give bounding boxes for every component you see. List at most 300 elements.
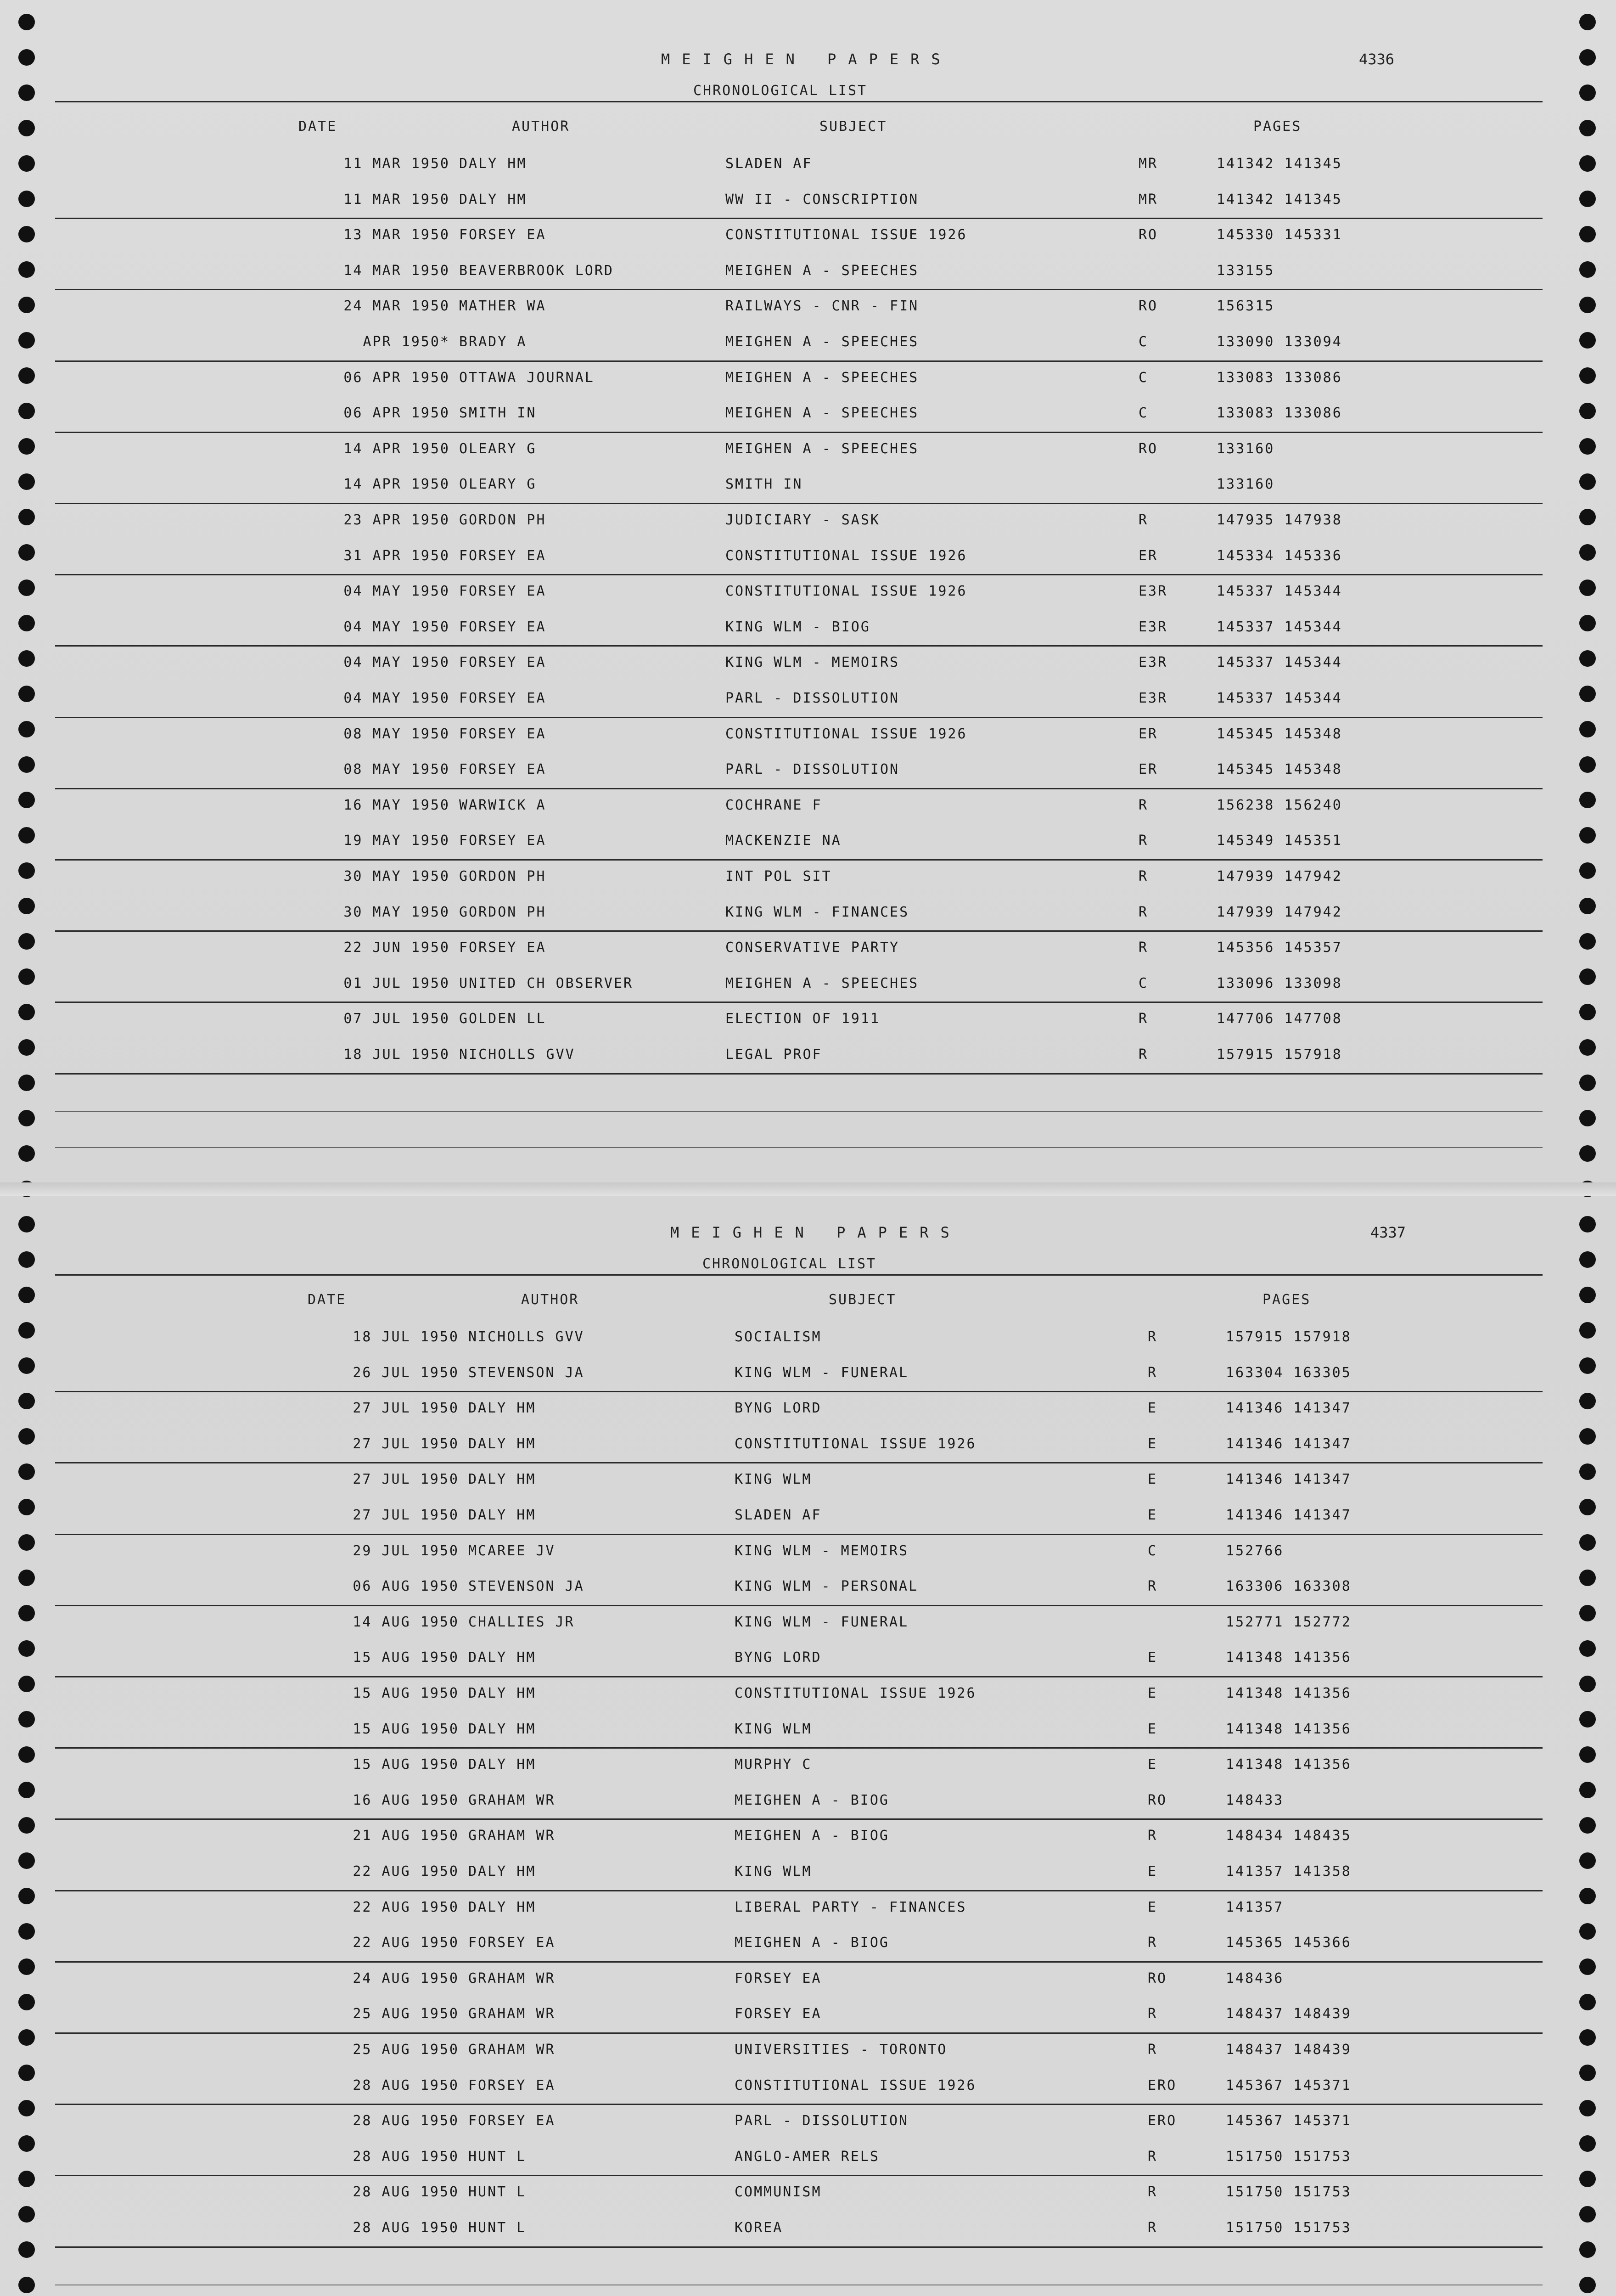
- row-code: R: [1148, 1935, 1158, 1951]
- tractor-hole: [1579, 1711, 1596, 1728]
- tractor-hole: [1579, 1994, 1596, 2010]
- row-author: DALY HM: [468, 1685, 536, 1701]
- row-rule: [55, 930, 1543, 932]
- tractor-hole: [18, 1287, 35, 1303]
- tractor-hole: [1579, 1463, 1596, 1480]
- row-subject: SLADEN AF: [735, 1507, 822, 1523]
- row-rule: [55, 2032, 1543, 2034]
- table-row: [64, 1429, 1570, 1465]
- page-number: 4336: [1359, 51, 1395, 68]
- row-subject: KING WLM: [735, 1471, 812, 1488]
- row-subject: LIBERAL PARTY - FINANCES: [735, 1899, 967, 1915]
- row-subject: KING WLM - MEMOIRS: [725, 654, 900, 671]
- row-rule: [55, 1462, 1543, 1463]
- table-row: [55, 1004, 1561, 1040]
- tractor-hole: [18, 49, 35, 66]
- row-pages: 141348 141356: [1226, 1756, 1352, 1773]
- tractor-hole: [18, 544, 35, 561]
- row-code: R: [1139, 797, 1149, 813]
- row-code: RO: [1139, 227, 1158, 243]
- table-row: [55, 220, 1561, 256]
- row-author: DALY HM: [468, 1899, 536, 1915]
- table-row: [55, 720, 1561, 755]
- column-header-date: DATE: [308, 1292, 347, 1308]
- row-subject: COMMUNISM: [735, 2184, 822, 2200]
- tractor-hole: [18, 367, 35, 384]
- row-rule: [55, 2175, 1543, 2176]
- row-author: NICHOLLS GVV: [468, 1329, 584, 1345]
- row-pages: 151750 151753: [1226, 2220, 1352, 2236]
- row-pages: 151750 151753: [1226, 2148, 1352, 2165]
- tractor-hole: [1579, 84, 1596, 101]
- row-pages: 151750 151753: [1226, 2184, 1352, 2200]
- tractor-hole: [18, 2206, 35, 2223]
- row-date: 25 AUG 1950: [353, 2042, 459, 2058]
- row-pages: 145337 145344: [1217, 690, 1342, 706]
- row-pages: 133096 133098: [1217, 975, 1342, 991]
- table-row: [55, 256, 1561, 292]
- row-author: GOLDEN LL: [459, 1011, 546, 1027]
- row-subject: CONSTITUTIONAL ISSUE 1926: [735, 1435, 976, 1452]
- row-pages: 147706 147708: [1217, 1011, 1342, 1027]
- row-date: 14 AUG 1950: [353, 1614, 459, 1630]
- row-subject: PARL - DISSOLUTION: [725, 761, 900, 778]
- row-code: E: [1148, 1507, 1158, 1523]
- tractor-hole: [1579, 2065, 1596, 2081]
- row-subject: CONSTITUTIONAL ISSUE 1926: [725, 227, 967, 243]
- table-row: [64, 1679, 1570, 1715]
- sheet-title: MEIGHEN PAPERS: [670, 1224, 961, 1241]
- row-subject: KING WLM - FUNERAL: [735, 1364, 909, 1381]
- column-header-pages: PAGES: [1262, 1292, 1311, 1308]
- tractor-hole: [18, 2277, 35, 2293]
- row-pages: 163304 163305: [1226, 1364, 1352, 1381]
- row-date: 13 MAR 1950: [343, 227, 450, 243]
- row-author: FORSEY EA: [459, 726, 546, 742]
- row-pages: 141357: [1226, 1899, 1284, 1915]
- row-code: E: [1148, 1471, 1158, 1488]
- row-author: OLEARY G: [459, 440, 537, 457]
- row-date: 22 AUG 1950: [353, 1899, 459, 1915]
- row-author: STEVENSON JA: [468, 1364, 584, 1381]
- sheet-title: MEIGHEN PAPERS: [661, 51, 952, 68]
- row-rule: [55, 218, 1543, 219]
- table-row: [55, 862, 1561, 898]
- row-pages: 141342 141345: [1217, 191, 1342, 208]
- tractor-hole: [18, 2171, 35, 2187]
- header-rule: [55, 101, 1543, 102]
- tractor-hole: [1579, 1852, 1596, 1869]
- row-pages: 145365 145366: [1226, 1935, 1352, 1951]
- row-subject: MEIGHEN A - SPEECHES: [725, 369, 919, 386]
- table-row: [55, 577, 1561, 613]
- row-author: FORSEY EA: [459, 547, 546, 564]
- table-row: [55, 434, 1561, 470]
- row-rule: [55, 788, 1543, 789]
- row-rule: [55, 717, 1543, 718]
- row-code: R: [1148, 1364, 1158, 1381]
- tractor-hole: [18, 403, 35, 419]
- row-author: MATHER WA: [459, 298, 546, 315]
- row-rule: [55, 859, 1543, 861]
- row-subject: BYNG LORD: [735, 1400, 822, 1417]
- tractor-hole: [18, 2241, 35, 2258]
- tractor-hole: [18, 1004, 35, 1020]
- row-pages: 145367 145371: [1226, 2113, 1352, 2129]
- tractor-hole: [1579, 14, 1596, 30]
- row-code: RO: [1139, 298, 1158, 315]
- tractor-hole: [18, 2065, 35, 2081]
- row-pages: 147939 147942: [1217, 904, 1342, 920]
- row-code: MR: [1139, 191, 1158, 208]
- row-date: 27 JUL 1950: [353, 1471, 459, 1488]
- row-code: E: [1148, 1721, 1158, 1737]
- tractor-hole: [1579, 580, 1596, 596]
- row-code: R: [1139, 904, 1149, 920]
- row-date: 23 APR 1950: [343, 512, 450, 528]
- row-subject: KING WLM: [735, 1721, 812, 1737]
- row-subject: KING WLM - BIOG: [725, 619, 870, 635]
- row-date: 04 MAY 1950: [343, 619, 450, 635]
- tractor-hole: [1579, 827, 1596, 844]
- row-date: 15 AUG 1950: [353, 1685, 459, 1701]
- row-author: HUNT L: [468, 2148, 527, 2165]
- table-row: [64, 1608, 1570, 1643]
- tractor-hole: [1579, 438, 1596, 455]
- tractor-hole: [18, 14, 35, 30]
- tractor-hole: [18, 2135, 35, 2152]
- row-author: MCAREE JV: [468, 1542, 556, 1559]
- row-pages: 141348 141356: [1226, 1721, 1352, 1737]
- row-author: UNITED CH OBSERVER: [459, 975, 634, 991]
- tractor-hole: [18, 120, 35, 136]
- row-date: 30 MAY 1950: [343, 868, 450, 884]
- row-date: 01 JUL 1950: [343, 975, 450, 991]
- row-subject: INT POL SIT: [725, 868, 832, 884]
- table-row: [64, 1893, 1570, 1929]
- tractor-hole: [18, 1216, 35, 1232]
- tractor-hole: [18, 332, 35, 349]
- row-subject: MEIGHEN A - BIOG: [735, 1935, 889, 1951]
- row-pages: 147935 147938: [1217, 512, 1342, 528]
- row-code: ERO: [1148, 2077, 1177, 2093]
- tractor-hole: [1579, 933, 1596, 950]
- row-subject: KING WLM: [735, 1863, 812, 1880]
- row-author: NICHOLLS GVV: [459, 1047, 575, 1063]
- row-author: DALY HM: [468, 1400, 536, 1417]
- row-rule: [55, 1073, 1543, 1075]
- row-date: 22 AUG 1950: [353, 1935, 459, 1951]
- table-row: [64, 1501, 1570, 1536]
- row-pages: 156315: [1217, 298, 1275, 315]
- empty-rule: [55, 1147, 1543, 1148]
- row-subject: MEIGHEN A - SPEECHES: [725, 440, 919, 457]
- row-author: SMITH IN: [459, 405, 537, 422]
- row-author: GRAHAM WR: [468, 1828, 556, 1844]
- table-row: [64, 2071, 1570, 2107]
- tractor-hole: [1579, 120, 1596, 136]
- tractor-hole: [1579, 1004, 1596, 1020]
- row-date: 11 MAR 1950: [343, 191, 450, 208]
- tractor-hole: [1579, 1499, 1596, 1515]
- table-row: [55, 185, 1561, 221]
- table-row: [55, 826, 1561, 862]
- row-code: C: [1148, 1542, 1158, 1559]
- row-subject: BYNG LORD: [735, 1649, 822, 1666]
- tractor-hole: [1579, 1075, 1596, 1091]
- tractor-hole: [1579, 862, 1596, 879]
- row-author: BRADY A: [459, 334, 527, 350]
- tractor-hole: [18, 580, 35, 596]
- row-pages: 145345 145348: [1217, 761, 1342, 778]
- row-code: R: [1148, 1329, 1158, 1345]
- row-code: E3R: [1139, 690, 1168, 706]
- row-date: 11 MAR 1950: [343, 156, 450, 172]
- row-subject: UNIVERSITIES - TORONTO: [735, 2042, 948, 2058]
- row-date: 16 AUG 1950: [353, 1792, 459, 1808]
- tractor-hole: [1579, 1110, 1596, 1126]
- row-subject: MEIGHEN A - SPEECHES: [725, 262, 919, 279]
- row-pages: 133083 133086: [1217, 405, 1342, 422]
- table-row: [64, 1786, 1570, 1822]
- row-code: RO: [1148, 1970, 1167, 1986]
- row-code: ER: [1139, 761, 1158, 778]
- tractor-hole: [18, 827, 35, 844]
- tractor-hole: [18, 1782, 35, 1798]
- tractor-hole: [1579, 898, 1596, 914]
- row-code: R: [1139, 512, 1149, 528]
- row-pages: 133083 133086: [1217, 369, 1342, 386]
- table-row: [64, 1536, 1570, 1572]
- row-rule: [55, 289, 1543, 290]
- table-row: [64, 1322, 1570, 1358]
- tractor-hole: [18, 792, 35, 808]
- row-subject: SOCIALISM: [735, 1329, 822, 1345]
- row-pages: 133160: [1217, 476, 1275, 493]
- row-code: E: [1148, 1863, 1158, 1880]
- tractor-hole: [18, 1463, 35, 1480]
- row-author: BEAVERBROOK LORD: [459, 262, 614, 279]
- tractor-hole: [18, 756, 35, 773]
- row-date: 26 JUL 1950: [353, 1364, 459, 1381]
- row-pages: 148437 148439: [1226, 2006, 1352, 2022]
- row-pages: 141346 141347: [1226, 1507, 1352, 1523]
- row-code: R: [1139, 940, 1149, 956]
- tractor-hole: [1579, 1746, 1596, 1763]
- tractor-hole: [1579, 1605, 1596, 1621]
- column-header-pages: PAGES: [1253, 118, 1302, 135]
- row-subject: WW II - CONSCRIPTION: [725, 191, 919, 208]
- row-rule: [55, 574, 1543, 575]
- row-subject: FORSEY EA: [735, 1970, 822, 1986]
- table-row: [55, 327, 1561, 363]
- row-pages: 141348 141356: [1226, 1685, 1352, 1701]
- row-subject: MEIGHEN A - SPEECHES: [725, 334, 919, 350]
- row-code: R: [1139, 1011, 1149, 1027]
- row-pages: 156238 156240: [1217, 797, 1342, 813]
- tractor-hole: [1579, 2029, 1596, 2046]
- table-row: [64, 1964, 1570, 2000]
- row-rule: [55, 360, 1543, 362]
- row-subject: MACKENZIE NA: [725, 833, 842, 849]
- row-pages: 133160: [1217, 440, 1275, 457]
- row-date: 29 JUL 1950: [353, 1542, 459, 1559]
- row-date: 30 MAY 1950: [343, 904, 450, 920]
- table-row: [55, 399, 1561, 434]
- row-subject: PARL - DISSOLUTION: [725, 690, 900, 706]
- tractor-hole: [1579, 2277, 1596, 2293]
- empty-rule: [55, 1111, 1543, 1112]
- row-subject: RAILWAYS - CNR - FIN: [725, 298, 919, 315]
- tractor-hole: [1579, 756, 1596, 773]
- row-date: 14 APR 1950: [343, 476, 450, 493]
- row-author: CHALLIES JR: [468, 1614, 575, 1630]
- row-date: 22 JUN 1950: [343, 940, 450, 956]
- tractor-hole: [1579, 1782, 1596, 1798]
- row-pages: 152766: [1226, 1542, 1284, 1559]
- tractor-hole: [1579, 1428, 1596, 1445]
- row-pages: 157915 157918: [1226, 1329, 1352, 1345]
- tractor-hole: [18, 1958, 35, 1975]
- tractor-hole: [18, 261, 35, 278]
- row-date: 25 AUG 1950: [353, 2006, 459, 2022]
- row-subject: CONSTITUTIONAL ISSUE 1926: [735, 2077, 976, 2093]
- page-seam: [0, 1182, 1616, 1196]
- row-author: HUNT L: [468, 2184, 527, 2200]
- row-date: 21 AUG 1950: [353, 1828, 459, 1844]
- row-subject: CONSTITUTIONAL ISSUE 1926: [725, 726, 967, 742]
- tractor-hole: [1579, 2171, 1596, 2187]
- row-date: 08 MAY 1950: [343, 726, 450, 742]
- row-author: WARWICK A: [459, 797, 546, 813]
- row-pages: 145337 145344: [1217, 654, 1342, 671]
- tractor-hole: [18, 2100, 35, 2116]
- tractor-hole: [18, 2029, 35, 2046]
- row-pages: 148437 148439: [1226, 2042, 1352, 2058]
- tractor-hole: [1579, 2206, 1596, 2223]
- row-pages: 145356 145357: [1217, 940, 1342, 956]
- column-header-subject: SUBJECT: [819, 118, 887, 135]
- tractor-hole: [18, 509, 35, 525]
- column-header-date: DATE: [298, 118, 337, 135]
- row-date: 14 MAR 1950: [343, 262, 450, 279]
- tractor-hole: [18, 686, 35, 702]
- row-subject: CONSTITUTIONAL ISSUE 1926: [725, 583, 967, 600]
- row-rule: [55, 1605, 1543, 1606]
- table-row: [55, 506, 1561, 541]
- tractor-hole: [18, 1923, 35, 1940]
- tractor-hole: [1579, 1923, 1596, 1940]
- row-pages: 152771 152772: [1226, 1614, 1352, 1630]
- tractor-hole: [18, 721, 35, 737]
- row-author: GRAHAM WR: [468, 1970, 556, 1986]
- table-row: [55, 363, 1561, 399]
- tractor-hole: [1579, 1393, 1596, 1409]
- row-code: R: [1148, 2042, 1158, 2058]
- row-code: C: [1139, 369, 1149, 386]
- tractor-hole: [18, 1357, 35, 1374]
- table-row: [55, 613, 1561, 648]
- table-row: [64, 1999, 1570, 2035]
- row-pages: 145345 145348: [1217, 726, 1342, 742]
- row-author: OTTAWA JOURNAL: [459, 369, 595, 386]
- tractor-hole: [1579, 191, 1596, 207]
- row-code: ER: [1139, 547, 1158, 564]
- row-subject: MEIGHEN A - SPEECHES: [725, 405, 919, 422]
- table-row: [55, 791, 1561, 827]
- left-tractor-holes: [0, 0, 55, 2296]
- tractor-hole: [18, 1852, 35, 1869]
- row-subject: KING WLM - FUNERAL: [735, 1614, 909, 1630]
- row-author: GRAHAM WR: [468, 1792, 556, 1808]
- row-code: R: [1148, 2148, 1158, 2165]
- row-date: 28 AUG 1950: [353, 2220, 459, 2236]
- row-date: 15 AUG 1950: [353, 1721, 459, 1737]
- row-code: E: [1148, 1899, 1158, 1915]
- row-code: E: [1148, 1400, 1158, 1417]
- row-subject: CONSERVATIVE PARTY: [725, 940, 900, 956]
- row-author: FORSEY EA: [459, 833, 546, 849]
- row-date: 18 JUL 1950: [343, 1047, 450, 1063]
- row-rule: [55, 432, 1543, 433]
- row-subject: MEIGHEN A - BIOG: [735, 1792, 889, 1808]
- row-date: 08 MAY 1950: [343, 761, 450, 778]
- header-rule: [55, 1274, 1543, 1276]
- row-date: 15 AUG 1950: [353, 1649, 459, 1666]
- tractor-hole: [18, 473, 35, 490]
- row-date: 06 APR 1950: [343, 369, 450, 386]
- table-row: [64, 1715, 1570, 1750]
- row-date: 14 APR 1950: [343, 440, 450, 457]
- row-date: 06 AUG 1950: [353, 1578, 459, 1595]
- row-author: FORSEY EA: [468, 2113, 556, 2129]
- tractor-hole: [1579, 650, 1596, 667]
- row-rule: [55, 1676, 1543, 1677]
- row-date: 24 MAR 1950: [343, 298, 450, 315]
- row-subject: KING WLM - MEMOIRS: [735, 1542, 909, 1559]
- row-author: STEVENSON JA: [468, 1578, 584, 1595]
- tractor-hole: [1579, 968, 1596, 985]
- row-code: ERO: [1148, 2113, 1177, 2129]
- row-subject: SMITH IN: [725, 476, 803, 493]
- tractor-hole: [1579, 1145, 1596, 1162]
- tractor-hole: [1579, 1322, 1596, 1339]
- tractor-hole: [18, 1110, 35, 1126]
- row-code: R: [1139, 1047, 1149, 1063]
- tractor-hole: [18, 1251, 35, 1268]
- tractor-hole: [18, 297, 35, 313]
- tractor-hole: [1579, 2100, 1596, 2116]
- tractor-hole: [1579, 615, 1596, 631]
- row-pages: 145349 145351: [1217, 833, 1342, 849]
- row-code: R: [1148, 2184, 1158, 2200]
- row-pages: 133090 133094: [1217, 334, 1342, 350]
- table-row: [64, 1750, 1570, 1786]
- row-date: 27 JUL 1950: [353, 1435, 459, 1452]
- row-rule: [55, 2104, 1543, 2105]
- row-pages: 148436: [1226, 1970, 1284, 1986]
- row-author: OLEARY G: [459, 476, 537, 493]
- tractor-hole: [18, 1640, 35, 1657]
- row-author: FORSEY EA: [468, 2077, 556, 2093]
- row-author: FORSEY EA: [459, 940, 546, 956]
- table-row: [64, 1572, 1570, 1608]
- tractor-hole: [18, 191, 35, 207]
- tractor-hole: [18, 1393, 35, 1409]
- table-row: [55, 933, 1561, 969]
- tractor-hole: [18, 968, 35, 985]
- row-code: E3R: [1139, 583, 1168, 600]
